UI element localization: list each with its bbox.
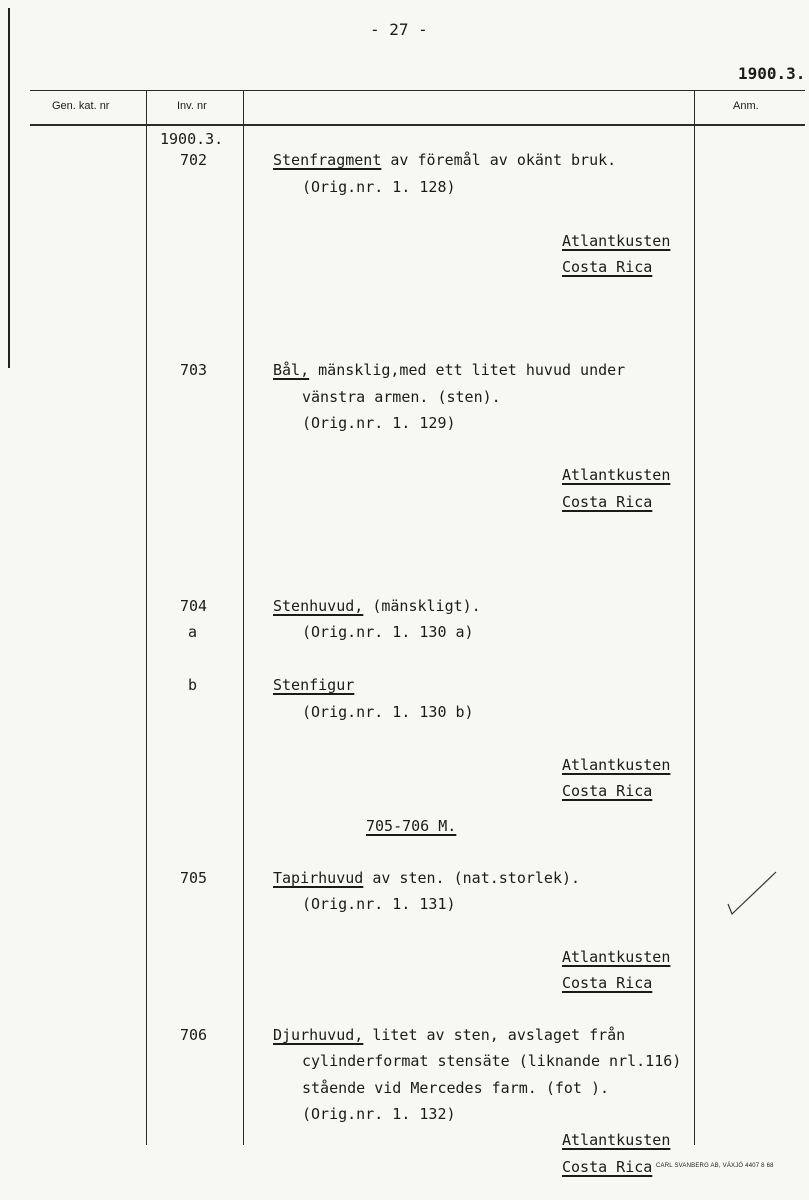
inv-number-702: 702	[180, 151, 208, 169]
entry-706-text-1: litet av sten, avslaget från	[372, 1026, 626, 1044]
entry-705-title: Tapirhuvud	[273, 869, 364, 887]
inv-sub-704a: a	[188, 623, 198, 641]
entry-703-title: Bål,	[273, 361, 310, 379]
entry-704b-title: Stenfigur	[273, 676, 355, 694]
inv-number-703: 703	[180, 361, 208, 379]
entry-703-line-3: (Orig.nr. 1. 129)	[302, 414, 456, 432]
entry-702-title: Stenfragment	[273, 151, 382, 169]
entry-703-line-1	[273, 361, 625, 379]
entry-702-place-2: Costa Rica	[562, 258, 653, 276]
entry-705-text-1: av sten. (nat.storlek).	[372, 869, 581, 887]
entry-703-place-1: Atlantkusten	[562, 466, 671, 484]
entry-706-place-1: Atlantkusten	[562, 1131, 671, 1149]
entry-706-line-1	[273, 1026, 625, 1044]
entry-704a-line-2: (Orig.nr. 1. 130 a)	[302, 623, 474, 641]
accession-row-label: 1900.3.	[160, 130, 224, 148]
section-heading: 705-706 M.	[366, 817, 457, 835]
entry-706-line-3: stående vid Mercedes farm. (fot ).	[302, 1079, 610, 1097]
entry-704a-line-1	[273, 597, 481, 615]
column-header-gen-kat-nr: Gen. kat. nr	[52, 100, 110, 112]
column-header-anm: Anm.	[733, 100, 759, 112]
entry-706-line-2: cylinderformat stensäte (liknande nrl.116)	[302, 1052, 682, 1070]
entry-705-line-1	[273, 869, 580, 887]
entry-704b-line-1: (Orig.nr. 1. 130 b)	[302, 703, 474, 721]
inv-number-706: 706	[180, 1026, 208, 1044]
entry-706-title: Djurhuvud,	[273, 1026, 364, 1044]
entry-705-line-2: (Orig.nr. 1. 131)	[302, 895, 456, 913]
entry-704a-title: Stenhuvud,	[273, 597, 364, 615]
entry-702-place-1: Atlantkusten	[562, 232, 671, 250]
accession-header: 1900.3.	[738, 64, 806, 83]
binding-line	[8, 8, 10, 368]
col-divider-3	[694, 90, 695, 1145]
entry-703-place-2: Costa Rica	[562, 493, 653, 511]
entry-706-place-2: Costa Rica	[562, 1158, 653, 1176]
entry-706-line-4: (Orig.nr. 1. 132)	[302, 1105, 456, 1123]
entry-703-text-1: mänsklig,med ett litet huvud under	[318, 361, 626, 379]
entry-705-place-1: Atlantkusten	[562, 948, 671, 966]
entry-704a-text-1: (mänskligt).	[372, 597, 481, 615]
entry-705-place-2: Costa Rica	[562, 974, 653, 992]
inv-number-704: 704	[180, 597, 208, 615]
col-divider-1	[146, 90, 147, 1145]
page-number: - 27 -	[370, 20, 428, 39]
entry-704-place-1: Atlantkusten	[562, 756, 671, 774]
entry-702-text-1: av föremål av okänt bruk.	[390, 151, 617, 169]
entry-703-line-2: vänstra armen. (sten).	[302, 388, 501, 406]
entry-702-line-1	[273, 151, 616, 169]
check-mark-icon	[722, 866, 782, 918]
entry-704-place-2: Costa Rica	[562, 782, 653, 800]
inv-number-705: 705	[180, 869, 208, 887]
entry-702-line-2: (Orig.nr. 1. 128)	[302, 178, 456, 196]
col-divider-2	[243, 90, 244, 1145]
column-header-inv-nr: Inv. nr	[177, 100, 207, 112]
inv-sub-704b: b	[188, 676, 198, 694]
printer-mark: CARL SVANBERG AB, VÄXJÖ 4407 8 68	[656, 1163, 774, 1169]
